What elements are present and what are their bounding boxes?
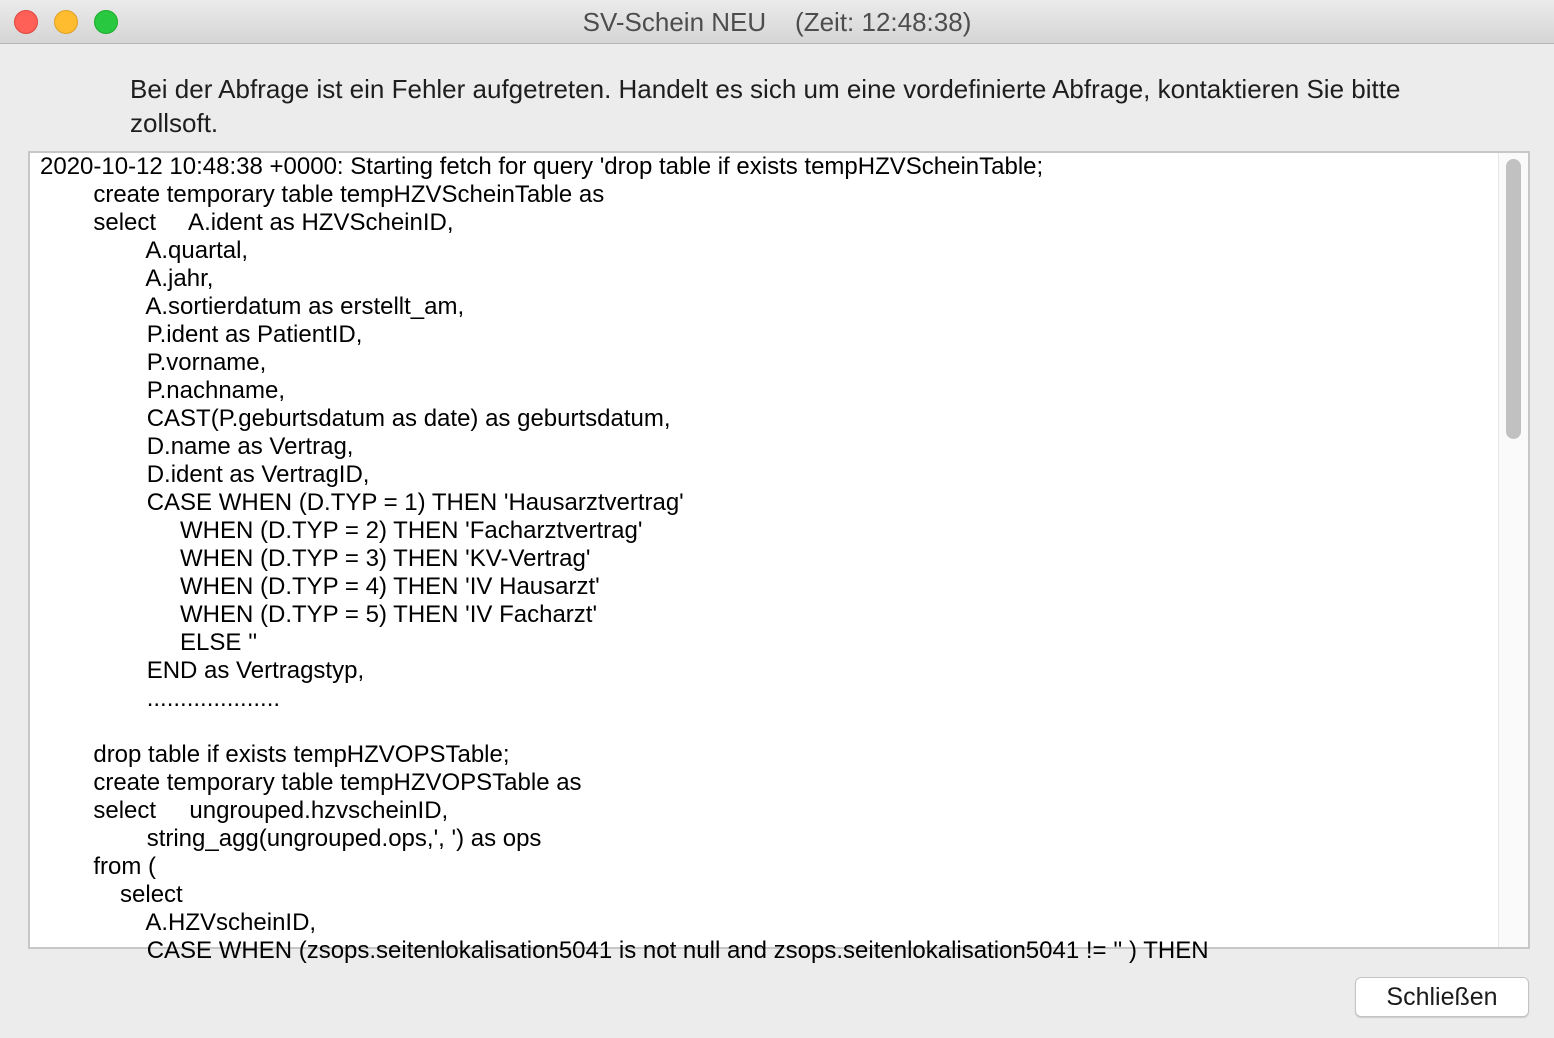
vertical-scrollbar[interactable]	[1498, 153, 1528, 947]
scrollbar-thumb[interactable]	[1506, 159, 1521, 439]
window-title: SV-Schein NEU (Zeit: 12:48:38)	[582, 7, 972, 37]
title-bar[interactable]	[0, 0, 1554, 44]
error-message: Bei der Abfrage ist ein Fehler aufgetreten. Handelt es sich um eine vordefinierte Abfrage, kontaktieren Sie bitte zollsoft.	[130, 74, 1401, 138]
log-text-area[interactable]	[28, 151, 1530, 964]
log-text[interactable]: 2020-10-12 10:48:38 +0000: Starting fetch for query 'drop table if exists tempHZVScheinTable; create temporary table tempHZVScheinTable as select A.ident as HZVScheinID, A.quartal, A.jahr, A.sortierdatum as erstellt_am, P.ident as PatientID, P.vorname, P.nachname, CAST(P.geburtsdatum as date) as geburtsdatum, D.name as Vertrag, D.ident as VertragID, CASE WHEN (D.TYP = 1) THEN 'Hausarztvertrag' WHEN (D.TYP = 2) THEN 'Facharztvertrag' WHEN (D.TYP = 3) THEN 'KV-Vertrag' WHEN (D.TYP = 4) THEN 'IV Hausarzt' WHEN (D.TYP = 5) THEN 'IV Facharzt' ELSE '' END as Vertragstyp, .................... drop table if exists tempHZVOPSTable; create temporary table tempHZVOPSTable as select ungrouped.hzvscheinID, string_agg(ungrouped.ops,', ') as ops from ( select A.HZVscheinID, CASE WHEN (zsops.seitenlokalisation5041 is not null and zsops.seitenlokalisation5041 != '' ) THEN	[40, 153, 1209, 964]
close-button[interactable]: Schließen	[1355, 977, 1529, 1017]
